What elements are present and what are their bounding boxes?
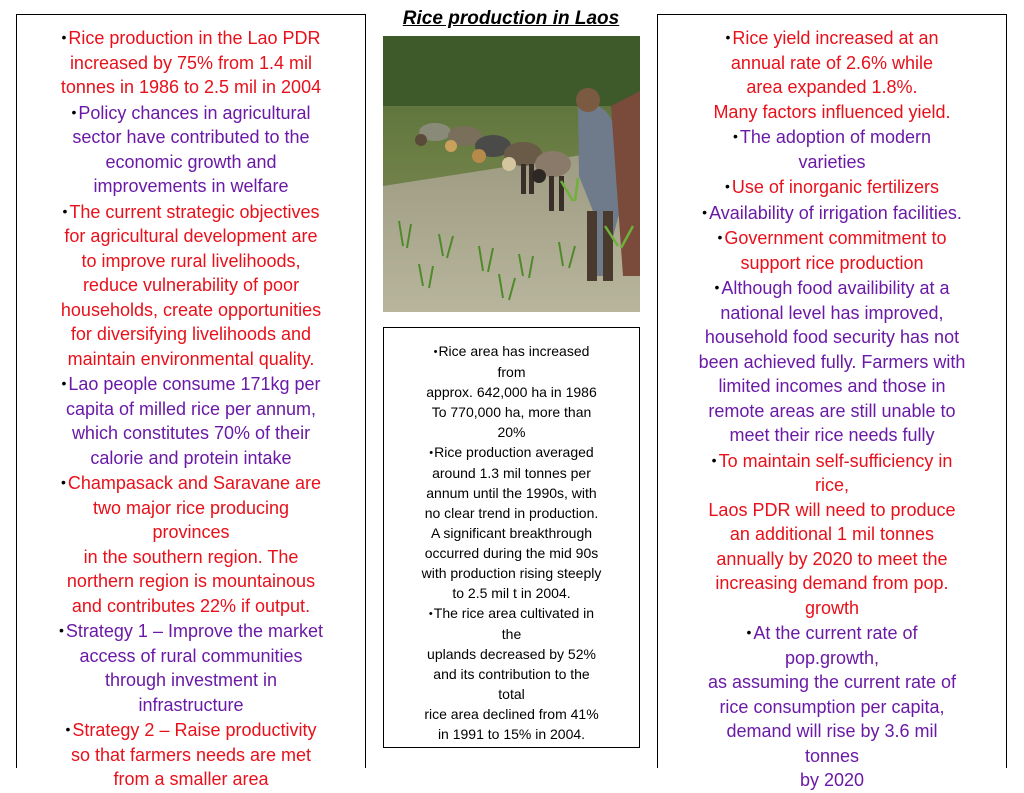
text-line [658, 498, 1006, 523]
text-line [658, 301, 1006, 326]
line-text: household food security has not [704, 327, 960, 347]
line-text: annually by 2020 to meet the [716, 548, 948, 569]
line-text: economic growth and [105, 151, 277, 172]
text-line [658, 51, 1006, 76]
text-line [17, 446, 365, 471]
line-text: two major rice producing [92, 497, 290, 518]
line-text: remote areas are still unable to [708, 400, 956, 421]
text-line [658, 719, 1006, 744]
text-line [384, 463, 639, 483]
bullet-line [384, 603, 639, 624]
line-text: approx. 642,000 ha in 1986 [426, 384, 597, 400]
line-text: capita of milled rice per annum, [65, 398, 317, 419]
line-text: been achieved fully. Farmers with [698, 351, 966, 372]
line-text: to improve rural livelihoods, [81, 250, 301, 271]
bullet-icon: • [714, 279, 720, 295]
bullet-line [17, 371, 365, 397]
bullet-icon: • [61, 29, 67, 45]
line-text: an additional 1 mil tonnes [729, 524, 935, 544]
line-text: limited incomes and those in [718, 376, 946, 396]
bullet-icon: • [58, 622, 64, 638]
line-text: so that farmers needs are met [70, 744, 312, 765]
line-text: Strategy 2 – Raise productivity [72, 720, 317, 740]
bullet-icon: • [725, 178, 730, 194]
text-line [658, 150, 1006, 175]
line-text: meet their rice needs fully [729, 425, 935, 445]
line-text: and its contribution to the [433, 666, 590, 682]
text-line [658, 325, 1006, 350]
text-line [17, 174, 365, 199]
line-text: as assuming the current rate of [707, 672, 957, 692]
text-line [17, 644, 365, 669]
line-text: varieties [798, 151, 866, 172]
line-text: Policy chances in agricultural [78, 102, 311, 123]
bullet-line [658, 620, 1006, 646]
line-text: improvements in welfare [93, 176, 289, 196]
line-text: Use of inorganic fertilizers [731, 177, 939, 197]
line-text: To maintain self-sufficiency in [718, 450, 953, 471]
text-line [384, 684, 639, 704]
text-line [17, 224, 365, 249]
rice-field-illustration [383, 36, 640, 312]
text-line [17, 594, 365, 619]
line-text: infrastructure [138, 694, 244, 715]
line-text: annum until the 1990s, with [426, 485, 597, 501]
line-text: To 770,000 ha, more than [431, 404, 592, 420]
line-text: tonnes [804, 745, 860, 766]
text-line [17, 496, 365, 521]
text-line [17, 421, 365, 446]
text-line [17, 249, 365, 274]
line-text: for diversifying livelihoods and [70, 324, 312, 344]
line-text: rice, [814, 475, 849, 495]
line-text: from [497, 364, 526, 380]
bullet-line [658, 225, 1006, 251]
line-text: which constitutes 70% of their [71, 423, 311, 443]
bullet-line [384, 442, 639, 463]
line-text: maintain environmental quality. [67, 348, 315, 369]
bullet-icon: • [65, 721, 71, 737]
bullet-icon: • [711, 451, 717, 468]
line-text: sector have contributed to the [72, 127, 310, 147]
text-line [658, 374, 1006, 399]
text-line [17, 397, 365, 422]
bullet-icon: • [725, 29, 731, 45]
text-line [384, 483, 639, 503]
line-text: support rice production [740, 252, 924, 273]
bullet-icon: • [62, 202, 68, 219]
bullet-icon: • [702, 203, 708, 220]
line-text: tonnes in 1986 to 2.5 mil in 2004 [60, 77, 322, 97]
line-text: Rice area has increased [438, 343, 590, 359]
line-text: for agricultural development are [64, 226, 318, 246]
text-line [658, 571, 1006, 596]
text-line [17, 51, 365, 76]
line-text: The rice area cultivated in [433, 605, 595, 621]
line-text: area expanded 1.8%. [746, 77, 918, 97]
line-text: At the current rate of [753, 623, 918, 643]
bullet-icon: • [61, 375, 67, 391]
text-line [384, 402, 639, 422]
text-line [384, 704, 639, 724]
text-line [658, 768, 1006, 793]
line-text: to 2.5 mil t in 2004. [452, 585, 571, 601]
text-line [384, 382, 639, 402]
text-line [17, 322, 365, 347]
text-line [658, 100, 1006, 125]
line-text: Rice production in the Lao PDR [68, 28, 321, 48]
text-line [658, 596, 1006, 621]
text-line [384, 644, 639, 664]
bullet-line [658, 124, 1006, 150]
line-text: with production rising steeply [421, 565, 602, 581]
bullet-icon: • [428, 608, 433, 620]
text-line [17, 569, 365, 594]
line-text: occurred during the mid 90s [424, 545, 599, 561]
bullet-line [658, 174, 1006, 200]
line-text: uplands decreased by 52% [427, 646, 596, 662]
text-line [384, 543, 639, 563]
text-line [17, 767, 365, 792]
bullet-icon: • [60, 474, 66, 490]
line-text: growth [804, 597, 860, 618]
text-line [658, 695, 1006, 720]
bullet-line [17, 618, 365, 644]
text-line [658, 670, 1006, 695]
bullet-icon: • [746, 624, 752, 640]
line-text: in the southern region. The [83, 546, 299, 567]
bullet-icon: • [732, 128, 738, 144]
line-text: households, create opportunities [60, 299, 322, 320]
bullet-line [17, 199, 365, 225]
line-text: northern region is mountainous [66, 571, 316, 591]
bullet-line [17, 717, 365, 743]
bullet-line [17, 25, 365, 51]
bullet-line [17, 470, 365, 496]
text-line [384, 664, 639, 684]
text-line [658, 744, 1006, 769]
text-line [658, 473, 1006, 498]
text-line [384, 503, 639, 523]
text-line [384, 724, 639, 744]
line-text: Strategy 1 – Improve the market [65, 621, 324, 641]
line-text: 20% [497, 424, 526, 440]
text-line [658, 547, 1006, 572]
text-line [17, 545, 365, 570]
text-line [658, 399, 1006, 424]
line-text: Many factors influenced yield. [713, 101, 951, 122]
text-line [384, 583, 639, 603]
text-line [17, 668, 365, 693]
text-line [17, 693, 365, 718]
line-text: Lao people consume 171kg per [68, 374, 321, 394]
line-text: Rice yield increased at an [732, 28, 939, 48]
middle-text-panel [383, 327, 640, 748]
line-text: and contributes 22% if output. [71, 595, 311, 616]
line-text: The adoption of modern [739, 127, 932, 147]
left-text-panel [16, 14, 366, 789]
bullet-icon: • [429, 447, 434, 459]
text-line [384, 362, 639, 382]
line-text: Availability of irrigation facilities. [709, 202, 962, 223]
text-line [384, 523, 639, 543]
text-line [384, 563, 639, 583]
line-text: Champasack and Saravane are [67, 473, 322, 493]
line-text: A significant breakthrough [430, 525, 593, 541]
text-line [658, 646, 1006, 671]
line-text: by 2020 [799, 770, 865, 790]
line-text: reduce vulnerability of poor [82, 275, 300, 295]
line-text: The current strategic objectives [69, 201, 320, 222]
line-text: no clear trend in production. [424, 505, 599, 521]
bullet-icon: • [71, 103, 77, 120]
text-line [17, 520, 365, 545]
text-line [384, 422, 639, 442]
line-text: pop.growth, [784, 647, 880, 668]
line-text: Rice production averaged [434, 444, 594, 460]
line-text: around 1.3 mil tonnes per [432, 465, 591, 481]
line-text: in 1991 to 15% in 2004. [437, 726, 586, 742]
text-line [658, 75, 1006, 100]
bullet-line [384, 341, 639, 362]
line-text: Laos PDR will need to produce [708, 499, 956, 520]
bullet-line [658, 200, 1006, 226]
text-line [17, 743, 365, 768]
line-text: access of rural communities [79, 645, 303, 666]
line-text: annual rate of 2.6% while [730, 52, 934, 73]
text-line [658, 522, 1006, 547]
right-text-panel [657, 14, 1007, 790]
line-text: the [501, 626, 522, 642]
bullet-icon: • [717, 229, 723, 245]
bullet-icon: • [433, 346, 438, 358]
line-text: increasing demand from pop. [715, 573, 949, 593]
text-line [17, 273, 365, 298]
line-text: total [498, 686, 525, 702]
line-text: national level has improved, [720, 302, 944, 323]
line-text: rice consumption per capita, [719, 696, 945, 717]
line-text: demand will rise by 3.6 mil [726, 721, 938, 741]
bullet-line [658, 25, 1006, 51]
line-text: through investment in [104, 670, 278, 690]
text-line [17, 150, 365, 175]
line-text: rice area declined from 41% [424, 706, 599, 722]
bullet-line [658, 448, 1006, 474]
rice-field-photo [383, 36, 640, 312]
text-line [17, 125, 365, 150]
line-text: provinces [152, 522, 230, 542]
text-line [384, 624, 639, 644]
text-line [658, 251, 1006, 276]
text-line [658, 423, 1006, 448]
page-title: Rice production in Laos [402, 8, 620, 29]
line-text: Government commitment to [724, 228, 947, 248]
text-line [17, 347, 365, 372]
text-line [17, 298, 365, 323]
text-line [17, 75, 365, 100]
text-line [658, 350, 1006, 375]
line-text: from a smaller area [113, 769, 269, 789]
line-text: calorie and protein intake [90, 447, 292, 468]
line-text: increased by 75% from 1.4 mil [69, 52, 313, 73]
line-text: Although food availibility at a [721, 278, 950, 298]
bullet-line [17, 100, 365, 126]
bullet-line [658, 275, 1006, 301]
